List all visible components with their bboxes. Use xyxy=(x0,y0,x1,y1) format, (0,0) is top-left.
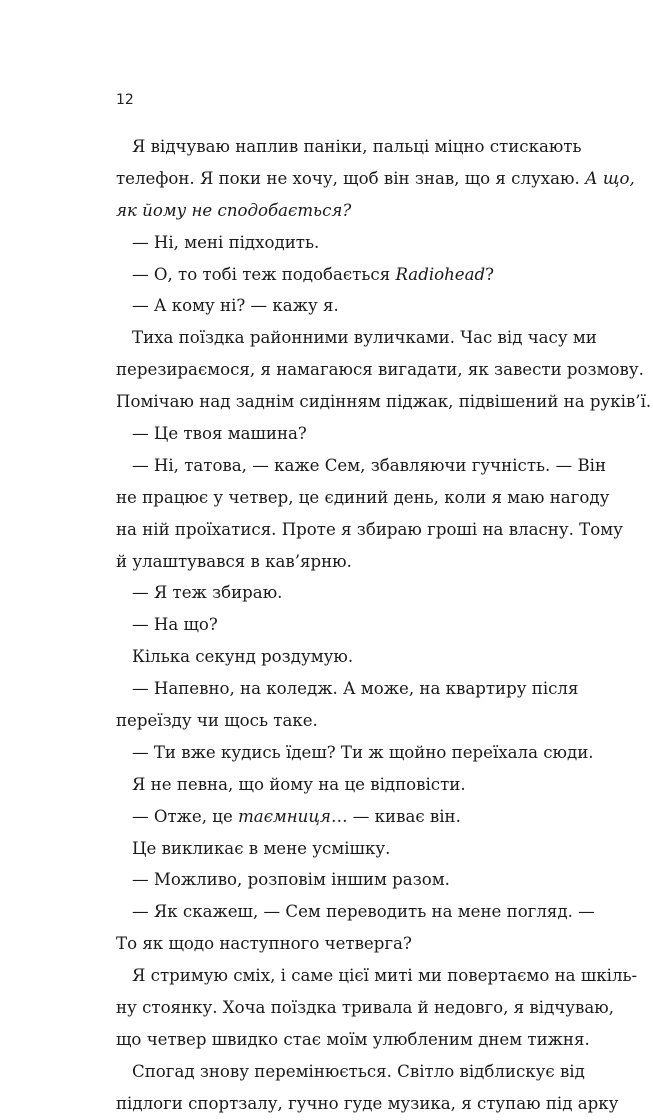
text-line xyxy=(116,131,582,163)
text-line xyxy=(116,609,572,641)
text-line-main: — Ні, мені підходить. xyxy=(132,232,320,252)
page-number: 12 xyxy=(116,92,134,108)
text-line-main: Це викликає в мене усмішку. xyxy=(132,838,391,858)
text-line-main: — Я теж збираю. xyxy=(132,583,283,603)
text-line-main: перезираємося, я намагаюся вигадати, як завести розмову. xyxy=(116,360,644,380)
text-line-main: на ній проїхатися. Проте я збираю гроші на власну. Тому xyxy=(116,519,623,539)
text-line-italic: як йому не сподобається? xyxy=(116,200,352,220)
text-line-italic: Radiohead xyxy=(395,264,486,284)
text-line-main: — А кому ні? — кажу я. xyxy=(132,296,339,316)
text-line-main: Я стримую сміх, і саме цієї миті ми повертаємо на шкіль- xyxy=(132,966,638,986)
text-line xyxy=(116,833,572,865)
text-line xyxy=(116,1056,585,1088)
text-line xyxy=(116,259,572,291)
text-line-tail: ? xyxy=(485,264,495,284)
text-line-main: ну стоянку. Хоча поїздка тривала й недовго, я відчуваю, xyxy=(116,998,614,1018)
text-line-main: — На що? xyxy=(132,615,218,635)
text-line-main: — Ні, татова, — каже Сем, збавляючи гучність. — Він xyxy=(132,455,607,475)
text-line-main: — О, то тобі теж подобається xyxy=(132,264,396,284)
text-line-italic: А що, xyxy=(579,168,635,188)
text-line xyxy=(116,1088,619,1120)
text-line xyxy=(116,769,572,801)
text-line-tail: … — киває він. xyxy=(330,806,461,826)
text-line-main: переїзду чи щось таке. xyxy=(116,711,318,731)
text-line xyxy=(116,195,572,227)
text-line xyxy=(116,801,572,833)
text-line-main: — Ти вже кудись їдеш? Ти ж щойно переїхала сюди. xyxy=(132,742,594,762)
text-line xyxy=(116,737,594,769)
text-line xyxy=(116,482,610,514)
text-line-main: — Можливо, розповім іншим разом. xyxy=(132,870,450,890)
text-line xyxy=(116,1024,590,1056)
text-line-main: не працює у четвер, це єдиний день, коли я маю нагоду xyxy=(116,487,610,507)
text-line-main: підлоги спортзалу, гучно гуде музика, я ступаю під арку xyxy=(116,1093,619,1113)
text-line-main: Спогад знову перемінюється. Світло відблискує від xyxy=(132,1061,585,1081)
text-line-main: Тиха поїздка районними вуличками. Час від часу ми xyxy=(132,328,597,348)
text-line-italic: таємниця xyxy=(238,806,331,826)
text-line xyxy=(116,673,579,705)
text-line-main: що четвер швидко стає моїм улюбленим днем тижня. xyxy=(116,1029,590,1049)
text-line xyxy=(116,386,652,418)
text-line-main: телефон. Я поки не хочу, щоб він знав, що я слухаю. xyxy=(116,168,580,188)
text-line xyxy=(116,418,572,450)
text-line-main: Помічаю над заднім сидінням піджак, підвішений на руків’ї. xyxy=(116,392,652,412)
text-line xyxy=(116,322,597,354)
text-line-main: — Напевно, на коледж. А може, на квартиру після xyxy=(132,679,579,699)
text-line xyxy=(116,641,572,673)
text-line-main: — Отже, це xyxy=(132,806,239,826)
text-line-main: Я не певна, що йому на це відповісти. xyxy=(132,774,466,794)
text-line-main: То як щодо наступного четверга? xyxy=(116,934,412,954)
text-line xyxy=(116,546,572,578)
text-line xyxy=(116,896,595,928)
text-line xyxy=(116,227,572,259)
text-line xyxy=(116,514,623,546)
body-text xyxy=(116,131,652,1120)
text-line xyxy=(116,290,572,322)
text-line xyxy=(116,992,614,1024)
text-line xyxy=(116,577,572,609)
text-line xyxy=(116,960,638,992)
text-line-main: й улаштувався в кав’ярню. xyxy=(116,551,352,571)
text-line-main: Я відчуваю наплив паніки, пальці міцно стискають xyxy=(132,137,582,156)
text-line xyxy=(116,163,635,195)
text-line-main: — Як скажеш, — Сем переводить на мене погляд. — xyxy=(132,902,595,922)
text-line xyxy=(116,864,572,896)
text-line xyxy=(116,450,607,482)
text-line-main: Кілька секунд роздумую. xyxy=(132,647,354,667)
text-line xyxy=(116,354,644,386)
text-line xyxy=(116,705,572,737)
text-line-main: — Це твоя машина? xyxy=(132,424,307,444)
text-line xyxy=(116,928,572,960)
